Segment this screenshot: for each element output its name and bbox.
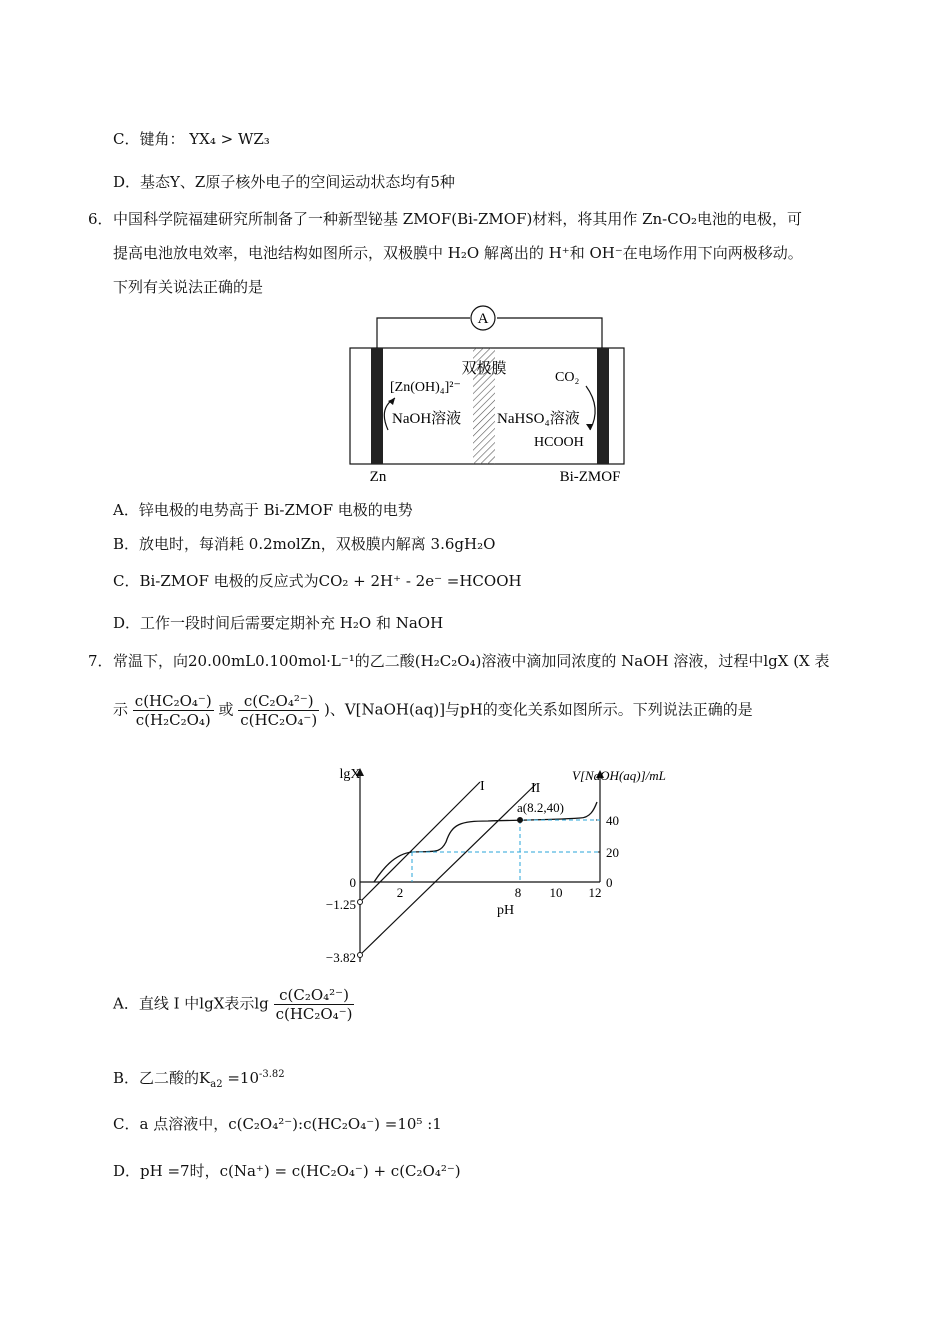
bi-zmof-label: Bi-ZMOF <box>559 469 621 485</box>
right-solution-label: NaHSO₄溶液 <box>497 411 580 427</box>
q6-number: 6． <box>88 210 113 228</box>
q7-fraction-2-denominator: c(HC₂O₄⁻) <box>240 711 318 729</box>
q5-option-c-formula: YX₄ > WZ₃ <box>189 130 270 148</box>
ph-chart <box>310 762 670 972</box>
membrane-label: 双极膜 <box>461 361 507 377</box>
q7-fraction-1 <box>133 692 214 729</box>
battery-diagram <box>340 300 640 490</box>
line-ii-label: II <box>531 781 541 796</box>
q7-option-a-denominator: c(HC₂O₄⁻) <box>275 1005 353 1023</box>
x-tick-2: 2 <box>396 885 404 900</box>
y-right-tick-0: 0 <box>606 875 613 890</box>
q7-option-a-text: A．直线 I 中lgX表示lg <box>113 994 269 1013</box>
q7-option-a <box>113 986 354 1023</box>
q7-stem-prefix: 示 <box>113 700 129 719</box>
ammeter-label: A <box>477 311 489 327</box>
q6-option-b: B．放电时，每消耗 0.2molZn，双极膜内解离 3.6gH₂O <box>113 535 496 553</box>
q7-option-d: D．pH =7时，c(Na⁺) = c(HC₂O₄⁻) + c(C₂O₄²⁻) <box>113 1162 461 1180</box>
q5-option-c-label: C．键角： <box>113 130 185 148</box>
y-left-tick-neg3.82: −3.82 <box>325 950 356 965</box>
x-tick-8: 8 <box>514 885 522 900</box>
y-right-label: V[NaOH(aq)]/mL <box>572 768 666 783</box>
q7-option-b-text: B．乙二酸的K <box>113 1069 211 1087</box>
q7-option-a-numerator: c(C₂O₄²⁻) <box>274 986 355 1005</box>
q7-option-b-sub: a2 <box>210 1079 223 1090</box>
q7-option-c: C．a 点溶液中，c(C₂O₄²⁻):c(HC₂O₄⁻) =10⁵ :1 <box>113 1115 442 1133</box>
intercept-i <box>358 900 363 905</box>
y-left-tick-neg1.25: −1.25 <box>325 897 356 912</box>
line-i <box>360 782 480 902</box>
q7-fraction-1-denominator: c(H₂C₂O₄) <box>135 711 211 729</box>
q6-option-c-label: C．Bi-ZMOF 电极的反应式为 <box>113 572 319 590</box>
q5-option-c <box>113 128 270 149</box>
zn-label: Zn <box>369 469 387 485</box>
q6-option-c <box>113 570 522 591</box>
q7-option-b-sup: -3.82 <box>259 1069 285 1080</box>
q6-option-c-formula: CO₂ + 2H⁺ - 2e⁻ =HCOOH <box>318 572 522 590</box>
y-right-tick-20: 20 <box>606 845 619 860</box>
point-a-label: a(8.2,40) <box>517 800 564 815</box>
x-label: pH <box>497 903 515 918</box>
left-ion-label: [Zn(OH)₄]²⁻ <box>390 380 461 395</box>
q7-option-b-eq: =10 <box>222 1069 259 1087</box>
q7-stem-suffix: )、V[NaOH(aq)]与pH的变化关系如图所示。下列说法正确的是 <box>323 700 753 719</box>
q7-fraction-1-numerator: c(HC₂O₄⁻) <box>134 692 212 710</box>
q7-option-b <box>113 1067 285 1090</box>
bi-zmof-electrode <box>597 348 609 464</box>
q6-stem-line1: 中国科学院福建研究所制备了一种新型铋基 ZMOF(Bi-ZMOF)材料，将其用作 Zn-CO₂电池的电极，可 <box>113 210 803 228</box>
q7-stem-line2 <box>113 692 753 729</box>
x-tick-0: 0 <box>349 875 356 890</box>
y-right-tick-40: 40 <box>606 813 619 828</box>
line-i-label: I <box>480 779 485 794</box>
q7-number: 7． <box>88 652 113 670</box>
point-a <box>517 817 523 823</box>
q7-or: 或 <box>218 700 234 719</box>
q6-stem-line3: 下列有关说法正确的是 <box>113 278 264 296</box>
q7-option-a-fraction <box>274 986 355 1023</box>
q7-fraction-2 <box>238 692 319 729</box>
hcooh-label: HCOOH <box>534 435 584 450</box>
co2-label: CO₂ <box>555 370 580 385</box>
wire-right <box>497 318 602 348</box>
q7-fraction-2-numerator: c(C₂O₄²⁻) <box>238 692 319 711</box>
zn-electrode <box>371 348 383 464</box>
left-solution-label: NaOH溶液 <box>392 411 462 427</box>
y-left-label: lgX <box>339 767 361 782</box>
wire-left <box>377 318 470 348</box>
q6-option-a: A．锌电极的电势高于 Bi-ZMOF 电极的电势 <box>113 501 413 519</box>
q6-stem-line2: 提高电池放电效率，电池结构如图所示，双极膜中 H₂O 解离出的 H⁺和 OH⁻在电场作用下向两极移动。 <box>113 244 803 262</box>
q5-option-d: D．基态Y、Z原子核外电子的空间运动状态均有5种 <box>113 173 455 191</box>
line-ii <box>360 784 536 955</box>
q6-option-d: D．工作一段时间后需要定期补充 H₂O 和 NaOH <box>113 614 444 632</box>
right-arrow <box>586 386 595 430</box>
intercept-ii <box>358 953 363 958</box>
x-tick-10: 10 <box>549 885 563 900</box>
q7-stem-line1: 常温下，向20.00mL0.100mol·L⁻¹的乙二酸(H₂C₂O₄)溶液中滴加同浓度的 NaOH 溶液，过程中lgX (X 表 <box>113 652 830 670</box>
x-tick-12: 12 <box>588 885 602 900</box>
